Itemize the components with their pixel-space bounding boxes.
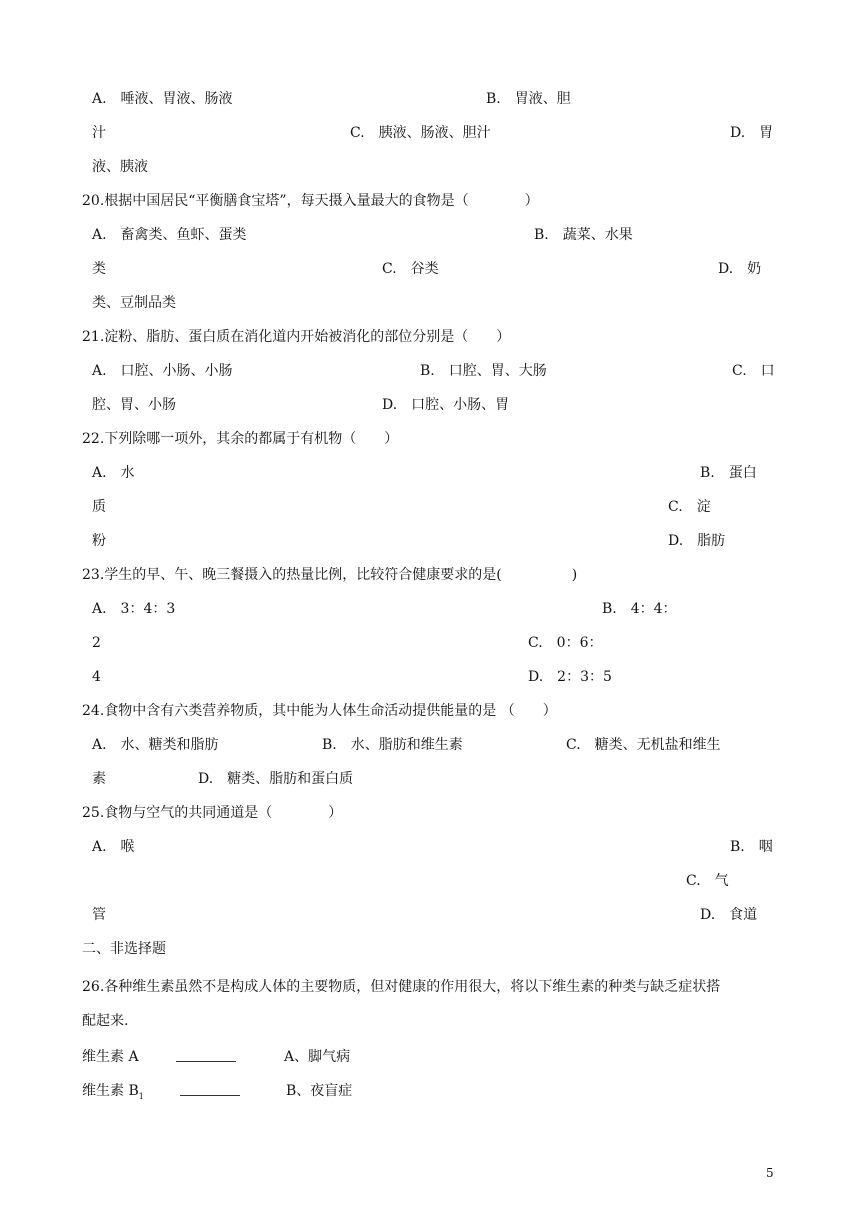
q23-stem: 23.学生的早、午、晚三餐摄入的热量比例，比较符合健康要求的是( ) — [82, 567, 578, 583]
q26-row2-subscript: 1 — [138, 1091, 144, 1101]
q20-option-d: D. 奶 — [718, 261, 762, 277]
q22-option-d: D. 脂肪 — [668, 533, 726, 549]
q24-option-c-continued: 素 — [92, 771, 106, 787]
q19-option-c: C. 胰液、肠液、胆汁 — [350, 125, 491, 141]
q21-option-d: D. 口腔、小肠、胃 — [382, 397, 510, 413]
q21-option-c: C. 口 — [732, 363, 775, 379]
q20-stem: 20.根据中国居民“平衡膳食宝塔”，每天摄入量最大的食物是（ ） — [82, 193, 539, 209]
q20-option-a: A. 畜禽类、鱼虾、蛋类 — [92, 227, 247, 243]
q19-option-b-continued: 汁 — [92, 125, 106, 141]
q24-option-b: B. 水、脂肪和维生素 — [322, 737, 463, 753]
q19-option-d-continued: 液、胰液 — [92, 159, 148, 175]
q21-option-b: B. 口腔、胃、大肠 — [420, 363, 547, 379]
q20-option-c: C. 谷类 — [382, 261, 439, 277]
q26-row2-answer-blank[interactable] — [180, 1095, 240, 1096]
q25-option-b: B. 咽 — [730, 839, 773, 855]
q25-option-d: D. 食道 — [700, 907, 758, 923]
q23-option-a: A. 3：4：3 — [92, 601, 176, 617]
page-number: 5 — [766, 1166, 774, 1180]
q23-option-d: D. 2：3：5 — [528, 669, 612, 685]
q26-row2-vitamin — [82, 1082, 144, 1106]
q22-option-b-continued: 质 — [92, 499, 106, 515]
q20-option-d-continued: 类、豆制品类 — [92, 295, 176, 311]
q21-option-a: A. 口腔、小肠、小肠 — [92, 363, 233, 379]
q20-option-b-continued: 类 — [92, 261, 106, 277]
q25-option-a: A. 喉 — [92, 839, 135, 855]
q25-stem: 25.食物与空气的共同通道是（ ） — [82, 805, 343, 821]
q24-stem: 24.食物中含有六类营养物质，其中能为人体生命活动提供能量的是 （ ） — [82, 703, 557, 719]
q26-stem-line1: 26.各种维生素虽然不是构成人体的主要物质，但对健康的作用很大，将以下维生素的种类与缺乏症状搭 — [82, 979, 721, 995]
q22-option-b: B. 蛋白 — [700, 465, 757, 481]
section-title: 二、非选择题 — [82, 941, 166, 957]
q26-row1-answer-blank[interactable] — [176, 1061, 236, 1062]
q20-option-b: B. 蔬菜、水果 — [534, 227, 633, 243]
q19-option-a: A. 唾液、胃液、肠液 — [92, 91, 233, 107]
q22-option-c-continued: 粉 — [92, 533, 106, 549]
q21-option-c-continued: 腔、胃、小肠 — [92, 397, 176, 413]
q26-row1-vitamin: 维生素 A — [82, 1049, 139, 1065]
q22-option-a: A. 水 — [92, 465, 135, 481]
q19-option-d: D. 胃 — [730, 125, 774, 141]
q23-option-c: C. 0：6： — [528, 635, 603, 651]
q26-row2-symptom: B、夜盲症 — [286, 1083, 353, 1099]
q24-option-a: A. 水、糖类和脂肪 — [92, 737, 219, 753]
q22-stem: 22.下列除哪一项外，其余的都属于有机物（ ） — [82, 431, 399, 447]
q24-option-c: C. 糖类、无机盐和维生 — [566, 737, 721, 753]
q26-row2-vitamin-label: 维生素 B — [82, 1083, 139, 1099]
q23-option-b: B. 4：4： — [602, 601, 677, 617]
q23-option-c-continued: 4 — [92, 669, 101, 685]
q25-option-c: C. 气 — [686, 873, 729, 889]
q21-stem: 21.淀粉、脂肪、蛋白质在消化道内开始被消化的部位分别是（ ） — [82, 329, 511, 345]
q26-row1-symptom: A、脚气病 — [284, 1049, 351, 1065]
q24-option-d: D. 糖类、脂肪和蛋白质 — [198, 771, 354, 787]
q22-option-c: C. 淀 — [668, 499, 711, 515]
q25-option-c-continued: 管 — [92, 907, 106, 923]
q26-stem-line2: 配起来. — [82, 1013, 129, 1029]
q19-option-b: B. 胃液、胆 — [486, 91, 571, 107]
q23-option-b-continued: 2 — [92, 635, 101, 651]
